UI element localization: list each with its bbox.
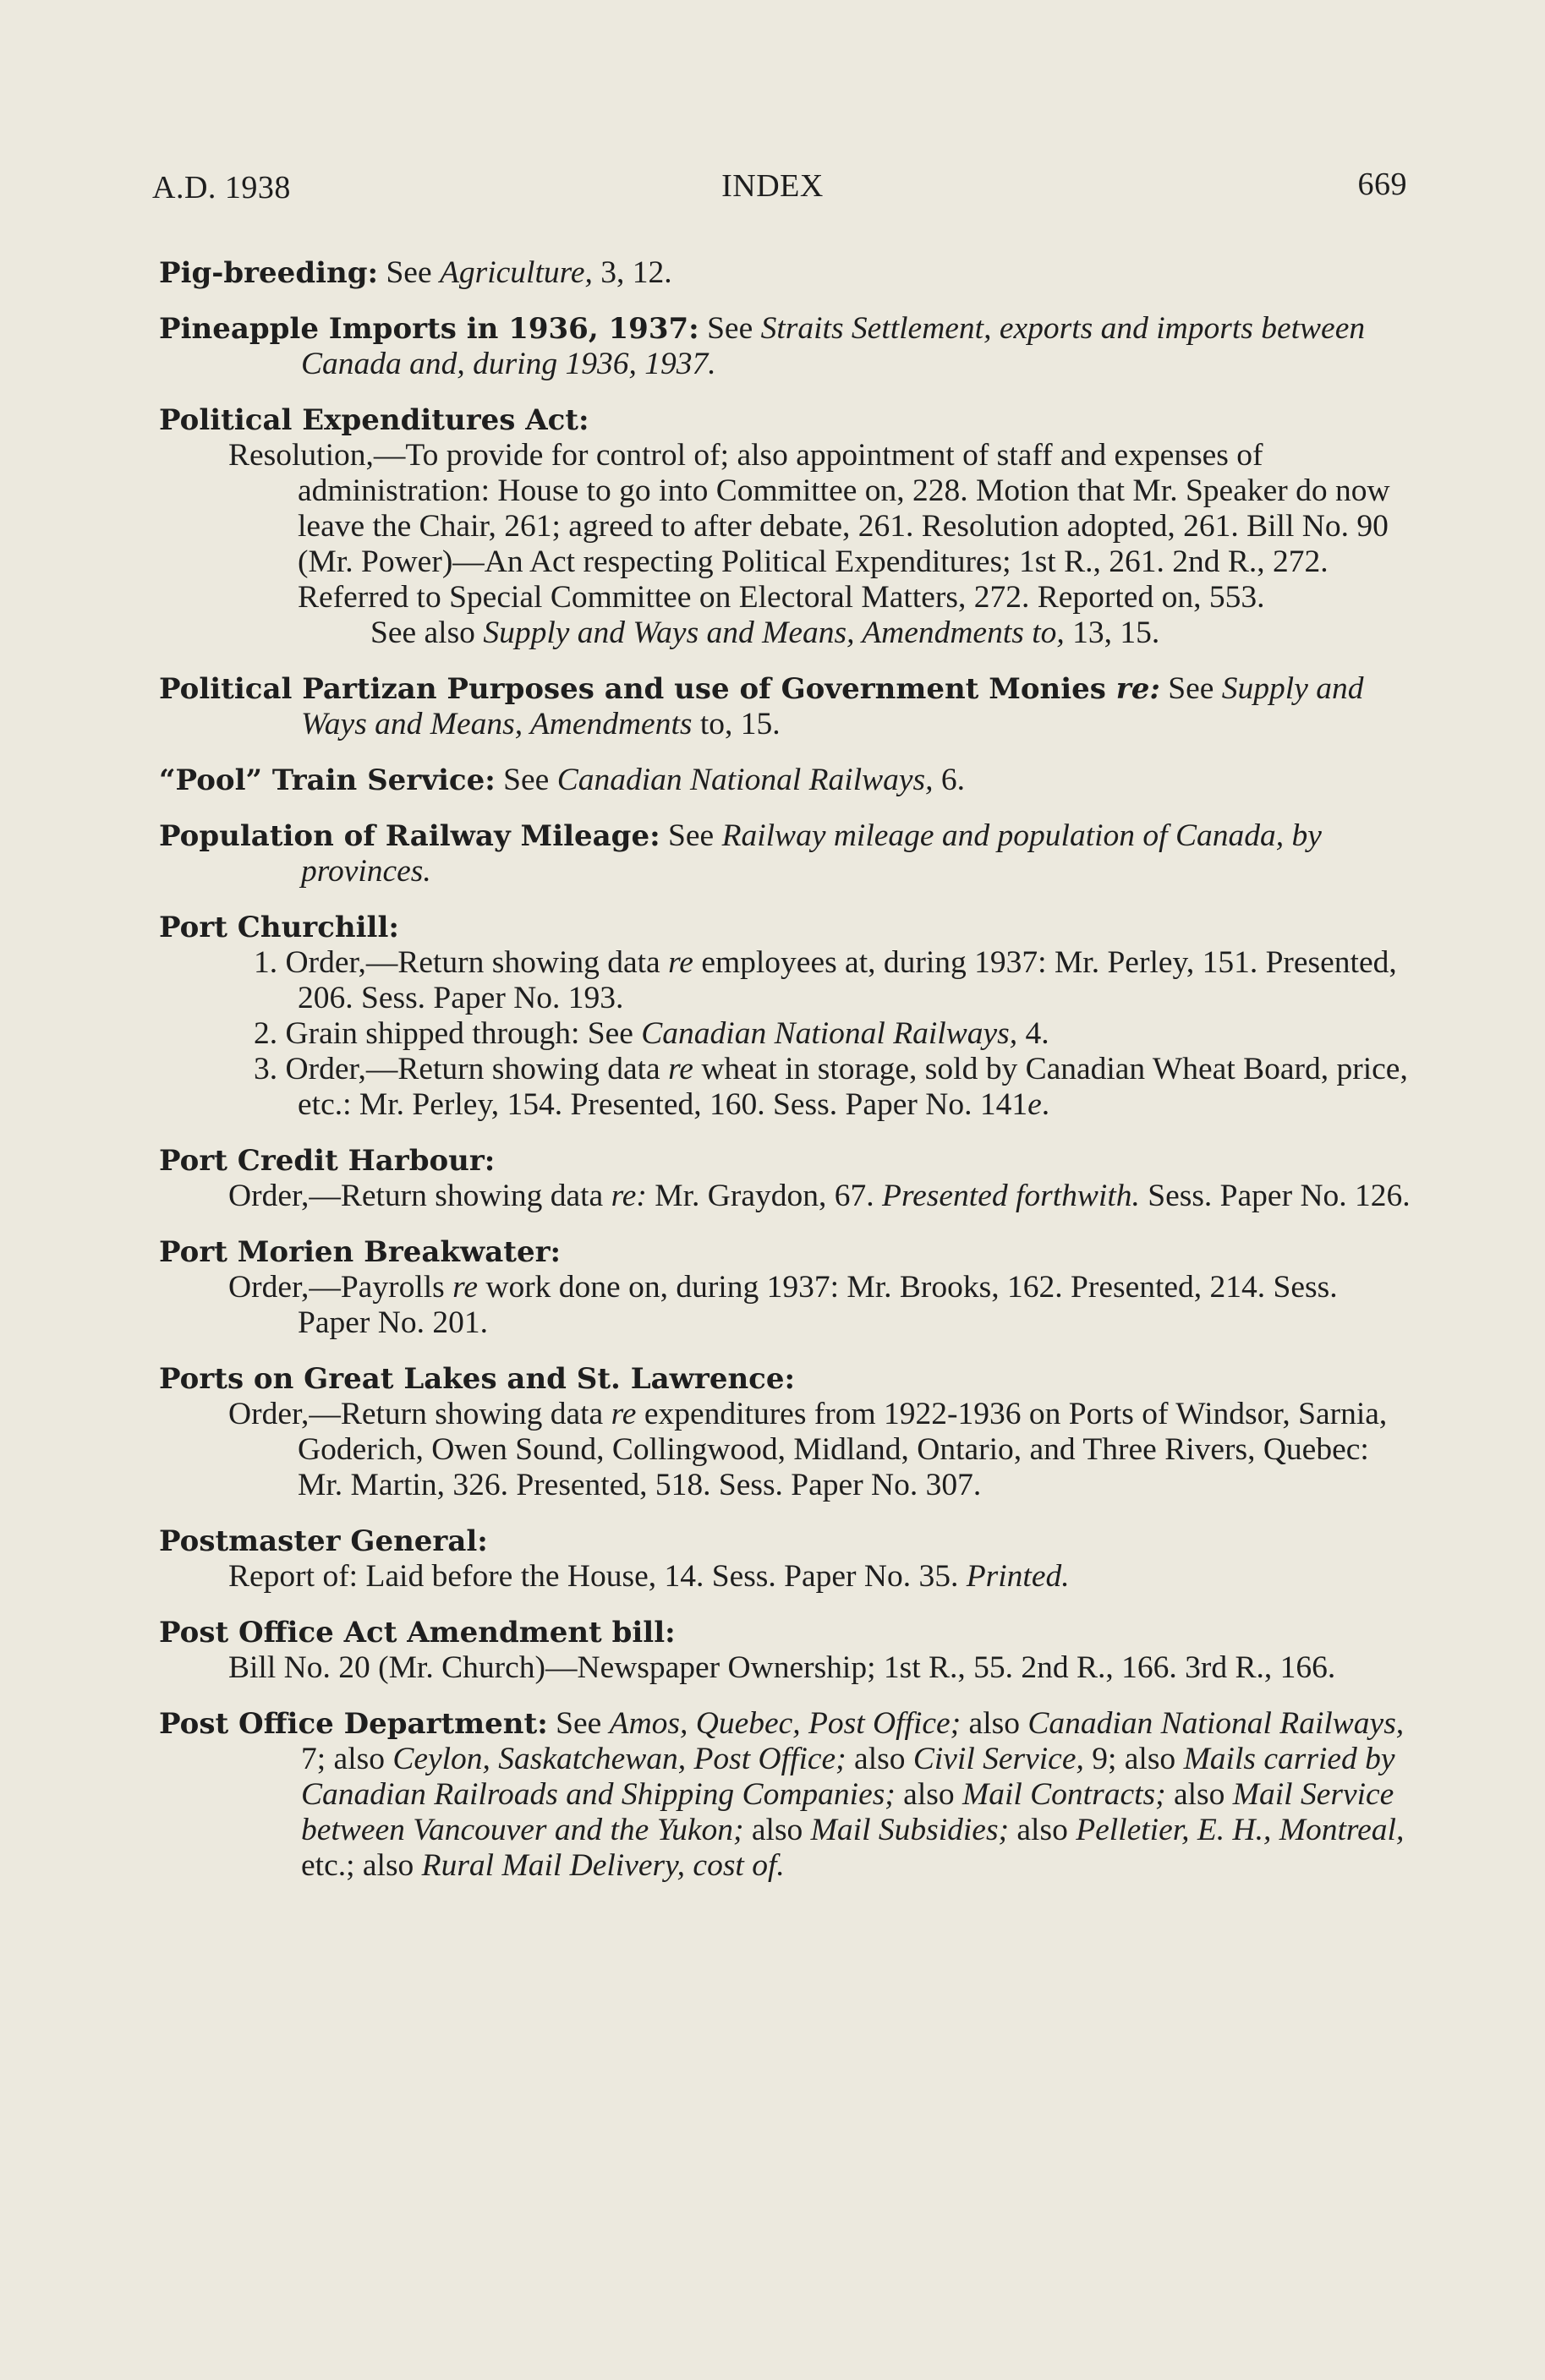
entry-port-morien-breakwater — [159, 1234, 1411, 1341]
see-also-line: See also Supply and Ways and Means, Amendments to, 13, 15. — [370, 616, 1160, 650]
entry-political-partizan-purposes: Political Partizan Purposes and use of Government Monies re: See Supply and Ways and Means, Amendments to, 15. — [159, 671, 1364, 741]
entry-postmaster-general — [159, 1524, 1411, 1595]
entry-body: Bill No. 20 (Mr. Church)—Newspaper Ownership; 1st R., 55. 2nd R., 166. 3rd R., 166. — [228, 1650, 1336, 1685]
entry-pool-train-service: “Pool” Train Service: See Canadian National Railways, 6. — [159, 763, 966, 797]
entry-port-credit-harbour — [159, 1143, 1411, 1214]
list-item: 2. Grain shipped through: See Canadian National Railways, 4. — [254, 1016, 1049, 1051]
entry-port-churchill — [159, 910, 1411, 1123]
entry-political-expenditures-act — [159, 402, 1411, 651]
entry-headword: Population of Railway Mileage: — [159, 819, 660, 853]
entry-body: Report of: Laid before the House, 14. Sess. Paper No. 35. Printed. — [228, 1559, 1070, 1594]
entry-body: Order,—Return showing data re expenditures from 1922-1936 on Ports of Windsor, Sarnia, Goderich, Owen Sound, Collingwood, Midland, Ontario, and Three Rivers, Quebec: Mr. Martin, 326. Presented, 518. Sess. Paper No. 307. — [228, 1397, 1388, 1502]
page-number: 669 — [1357, 167, 1407, 202]
entry-headword: Postmaster General: — [159, 1524, 488, 1558]
entry-headword: Port Churchill: — [159, 911, 399, 944]
entry-headword: Ports on Great Lakes and St. Lawrence: — [159, 1362, 796, 1396]
index-entries — [159, 255, 1411, 1904]
entry-pineapple-imports: Pineapple Imports in 1936, 1937: See Straits Settlement, exports and imports between Canada and, during 1936, 1937. — [159, 311, 1366, 381]
entry-headword: Pineapple Imports in 1936, 1937: — [159, 312, 699, 346]
list-item: 3. Order,—Return showing data re wheat in storage, sold by Canadian Wheat Board, price, etc.: Mr. Perley, 154. Presented, 160. Sess. Paper No. 141e. — [254, 1052, 1408, 1122]
entry-ports-great-lakes — [159, 1361, 1411, 1503]
list-item: 1. Order,—Return showing data re employees at, during 1937: Mr. Perley, 151. Presented, 206. Sess. Paper No. 193. — [254, 945, 1397, 1015]
entry-headword: Post Office Department: — [159, 1707, 548, 1741]
entry-headword: Political Partizan Purposes and use of Government Monies — [159, 672, 1106, 706]
running-head-title: INDEX — [721, 168, 824, 204]
entry-headword: Political Expenditures Act: — [159, 403, 589, 437]
entry-pig-breeding: Pig-breeding: See Agriculture, 3, 12. — [159, 255, 672, 290]
entry-headword: “Pool” Train Service: — [159, 763, 496, 797]
entry-post-office-department: Post Office Department: See Amos, Quebec, Post Office; also Canadian National Railways, 7; also Ceylon, Saskatchewan, Post Office; also Civil Service, 9; also Mails carried by Canadian Railroads and Shipping Companies; also Mail Contracts; also Mail Service between Vancouver and the Yukon; also Mail Subsidies; also Pelletier, E. H., Montreal, etc.; also Rural Mail Delivery, cost of. — [159, 1706, 1405, 1883]
entry-headword: Pig-breeding: — [159, 256, 379, 290]
entry-post-office-act-amendment — [159, 1615, 1411, 1686]
entry-headword: Port Credit Harbour: — [159, 1144, 496, 1178]
running-head-year: A.D. 1938 — [152, 170, 291, 205]
entry-body: Order,—Return showing data re: Mr. Graydon, 67. Presented forthwith. Sess. Paper No. 126. — [228, 1179, 1411, 1213]
entry-body: Order,—Payrolls re work done on, during 1937: Mr. Brooks, 162. Presented, 214. Sess. Paper No. 201. — [228, 1270, 1338, 1340]
entry-population-railway-mileage: Population of Railway Mileage: See Railway mileage and population of Canada, by provinces. — [159, 818, 1322, 889]
entry-headword: Post Office Act Amendment bill: — [159, 1616, 676, 1650]
entry-headword: Port Morien Breakwater: — [159, 1235, 562, 1269]
entry-body: Resolution,—To provide for control of; also appointment of staff and expenses of administration: House to go into Committee on, 228. Motion that Mr. Speaker do now leave the Chair, 261; agreed to after debate, 261. Resolution adopted, 261. Bill No. 90 (Mr. Power)—An Act respecting Political Expenditures; 1st R., 261. 2nd R., 272. Referred to Special Committee on Electoral Matters, 272. Reported on, 553. — [228, 438, 1390, 615]
